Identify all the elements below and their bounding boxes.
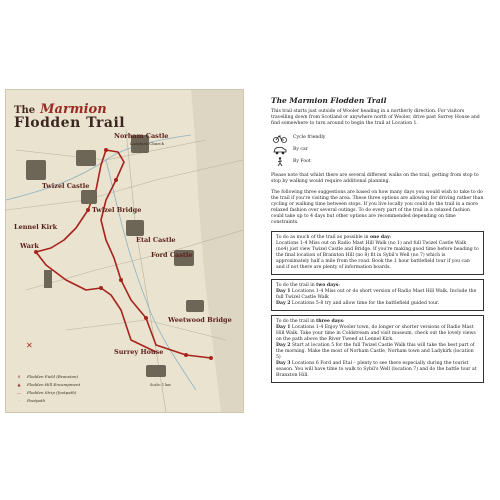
trail-map [5, 89, 244, 413]
mode-foot [273, 156, 484, 168]
map-title-the: The [14, 105, 36, 116]
map-scale: Scale: 1 km [150, 383, 171, 387]
place-ford-castle: Ford Castle [151, 251, 193, 259]
walker-icon [273, 157, 287, 167]
mode-label: Cycle friendly [293, 135, 326, 140]
legend-item: · Footpath [18, 397, 46, 403]
mode-car [273, 144, 484, 156]
map-legend [14, 372, 80, 404]
mode-label: By Foot [293, 159, 311, 164]
intro-paragraph: This trail starts just outside of Wooler heading in a northerly direction. For visitors travelling down from Scotland or anywhere north of Wooler, drive past Surrey House and find somewhere to turn around to begin the trail at Location 1. [271, 109, 480, 126]
place-wark: Wark [20, 242, 39, 250]
note-paragraph: Please note that whilst there are several different walks on the trail, getting from stop to stop by walking would require additional planning. [271, 173, 479, 184]
place-surrey-house: Surrey House [114, 348, 164, 356]
three-day-box: To do the trail in three days: Day 1 Locations 1-4 Enjoy Wooler town, do longer or shorter versions of Radio Mast Hill Walk. Take your time in Coldstream and visit museum, check out the lovely views on the path above the River Tweed at Lennel Kirk. Day 2 Start at location 5 for the full Twizel Castle Walk this will take the best part of the morning. Make the most of Norham Castle, Norham town and Ladykirk (location 5) Day 3 Locations 6 Ford and Etal – plenty to see there especially during the tourist season. You will have time to walk to Sybil's Well (location 7) and do the battle tour at Branxton Hill. [271, 315, 484, 383]
page-title: The Marmion Flodden Trail [271, 96, 387, 105]
one-day-body: Locations 1-4 Miss out on Radio Mast Hill Walk (no 1) and full Twizel Castle Walk (no4) just view Twizel Castle and Bridge. If you're making good time before heading to the final location of Branxton Hill (no 8) fit in Sybil's Well (no 7) which is approximately half a mile from the road. Book the 1 hour battlefield tour if you can and if not there are plenty of information boards. [276, 241, 479, 270]
one-day-box: To do as much of the trail as possible in one day: Locations 1-4 Miss out on Radio Mast Hill Walk (no 1) and full Twizel Castle Walk (no4) just view Twizel Castle and Bridge. If you're making good time before heading to the final location of Branxton Hill (no 8) fit in Sybil's Well (no 7) which is approximately half a mile from the road. Book the 1 hour battlefield tour if you can and if not there are plenty of information boards. [271, 231, 484, 275]
mode-cycle [273, 132, 484, 144]
place-lennel-kirk: Lennel Kirk [14, 223, 58, 231]
bicycle-icon [273, 133, 287, 143]
map-title [14, 98, 125, 131]
coast-area [191, 90, 243, 412]
place-twizel-bridge: Twizel Bridge [92, 206, 142, 214]
legend-item: ▲ Flodden Hill Encampment [17, 381, 81, 387]
map-title-marmion: Marmion [40, 102, 107, 117]
suggestions-paragraph: The following three suggestions are based on how many days you would wish to take to do the trail if you're visiting the area. These three options are allowing for driving rather than cycling or walking time between stops. If you live locally you could do the trail in a more relaxed fashion over several outings. To do every part of the trail in a relaxed fashion could take up to 4 days but other options are recommended depending on time constraints. [271, 190, 484, 225]
trail-description [271, 96, 484, 387]
place-norham-castle: Norham Castle [114, 132, 169, 140]
car-icon [273, 145, 287, 155]
place-weetwood-bridge: Weetwood Bridge [168, 316, 232, 324]
legend-item: — Flodden Strip (footpath) [17, 389, 77, 395]
place-ladykirk: Ladykirk Church [130, 141, 165, 146]
legend-item: ✕ Flodden Field (Branxton) [17, 373, 79, 379]
battle-cross-icon: ✕ [26, 341, 33, 350]
mode-label: By car [293, 147, 308, 152]
place-twizel-castle: Twizel Castle [42, 182, 90, 190]
map-title-flodden: Flodden Trail [14, 115, 126, 131]
place-etal-castle: Etal Castle [136, 236, 176, 244]
two-day-box: To do the trail in two days: Day 1 Locations 1-4 Miss out or do short version of Radio Mast Hill Walk. Include the full Twizel Castle Walk Day 2 Locations 5-8 try and allow time for the battlefield guided tour. [271, 279, 484, 311]
